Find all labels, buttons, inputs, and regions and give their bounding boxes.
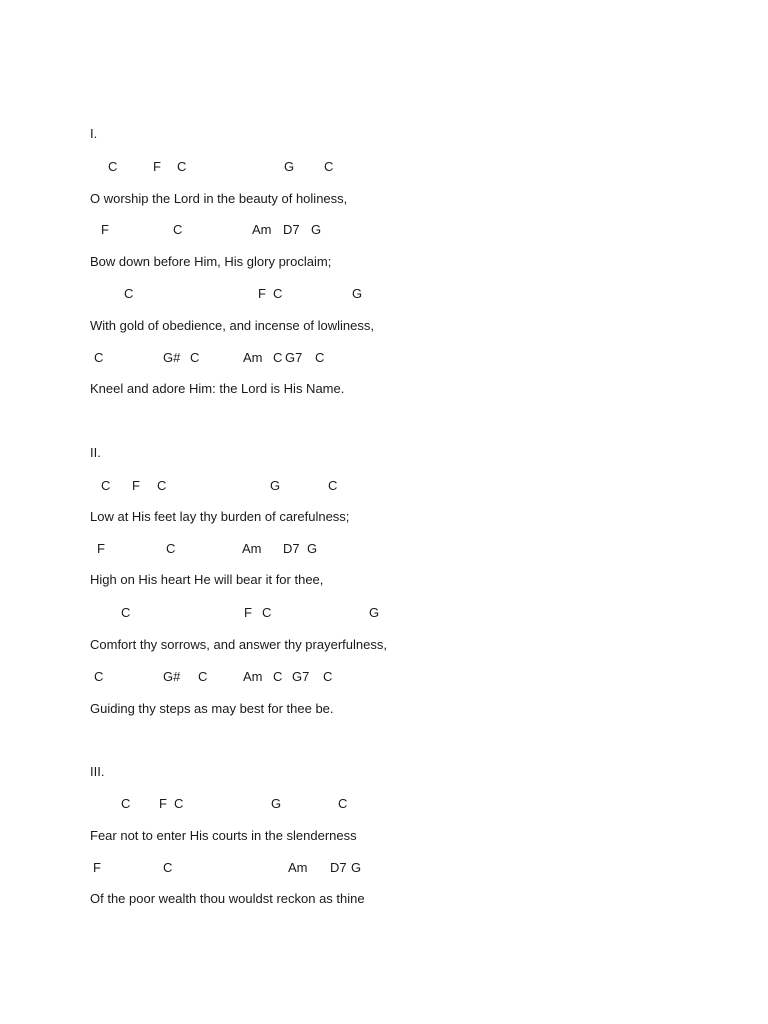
chord: G#: [163, 350, 181, 365]
chord-line: [0, 221, 322, 239]
lyric-line: Kneel and adore Him: the Lord is His Name.: [90, 381, 345, 396]
chord-line: [0, 158, 334, 176]
chord-line: [0, 859, 362, 877]
chord: G: [311, 222, 322, 237]
chord: C: [190, 350, 200, 365]
chord: C: [94, 350, 104, 365]
verse-numeral: I.: [90, 126, 98, 141]
chord: C: [177, 159, 187, 174]
lyric-line: High on His heart He will bear it for thee,: [90, 572, 324, 587]
chord: C: [101, 478, 111, 493]
lyric-line: Fear not to enter His courts in the slenderness: [90, 828, 357, 843]
chord-line: [0, 349, 325, 367]
chord: G: [351, 860, 362, 875]
chord: F: [153, 159, 161, 174]
chord: C: [273, 669, 283, 684]
chord: C: [166, 541, 176, 556]
lyric-line: Bow down before Him, His glory proclaim;: [90, 254, 332, 269]
chord: F: [97, 541, 105, 556]
chord: C: [108, 159, 118, 174]
chord: C: [94, 669, 104, 684]
chord: C: [273, 286, 283, 301]
chord: G: [352, 286, 363, 301]
chord: C: [324, 159, 334, 174]
chord-line: [0, 604, 380, 622]
chord-line: [0, 540, 318, 558]
chord: D7: [330, 860, 347, 875]
chord: Am: [252, 222, 272, 237]
chord-line: [0, 285, 363, 303]
chord: D7: [283, 222, 300, 237]
chord: F: [159, 796, 167, 811]
chord: C: [315, 350, 325, 365]
chord: C: [121, 605, 131, 620]
chord-line: [0, 668, 333, 686]
lyric-line: Guiding thy steps as may best for thee be.: [90, 701, 334, 716]
chord: G: [307, 541, 318, 556]
chord: C: [163, 860, 173, 875]
lyric-line: With gold of obedience, and incense of lowliness,: [90, 318, 375, 333]
chord: C: [328, 478, 338, 493]
chord: F: [244, 605, 252, 620]
chord: C: [173, 222, 183, 237]
chord: C: [323, 669, 333, 684]
chord: G: [369, 605, 380, 620]
chord: F: [132, 478, 140, 493]
verse-numeral: III.: [90, 764, 105, 779]
chord: F: [101, 222, 109, 237]
chord: Am: [242, 541, 262, 556]
chord: G: [271, 796, 282, 811]
chord: C: [174, 796, 184, 811]
chord: G: [284, 159, 295, 174]
chord: G#: [163, 669, 181, 684]
chord: G7: [292, 669, 310, 684]
chord: Am: [243, 669, 263, 684]
chord: Am: [243, 350, 263, 365]
chord: G7: [285, 350, 303, 365]
chord-line: [0, 477, 338, 495]
chord: C: [273, 350, 283, 365]
chord: F: [93, 860, 101, 875]
chord: C: [121, 796, 131, 811]
chord: C: [262, 605, 272, 620]
chord: C: [124, 286, 134, 301]
chord: C: [157, 478, 167, 493]
lyric-line: Low at His feet lay thy burden of carefulness;: [90, 509, 350, 524]
verse-numeral: II.: [90, 445, 101, 460]
chord: C: [338, 796, 348, 811]
chord: D7: [283, 541, 300, 556]
lyric-line: Comfort thy sorrows, and answer thy prayerfulness,: [90, 637, 387, 652]
lyric-line: Of the poor wealth thou wouldst reckon as thine: [90, 891, 365, 906]
chord: F: [258, 286, 266, 301]
chord: G: [270, 478, 281, 493]
chord: Am: [288, 860, 308, 875]
chord: C: [198, 669, 208, 684]
chord-line: [0, 795, 348, 813]
lyric-line: O worship the Lord in the beauty of holiness,: [90, 191, 348, 206]
